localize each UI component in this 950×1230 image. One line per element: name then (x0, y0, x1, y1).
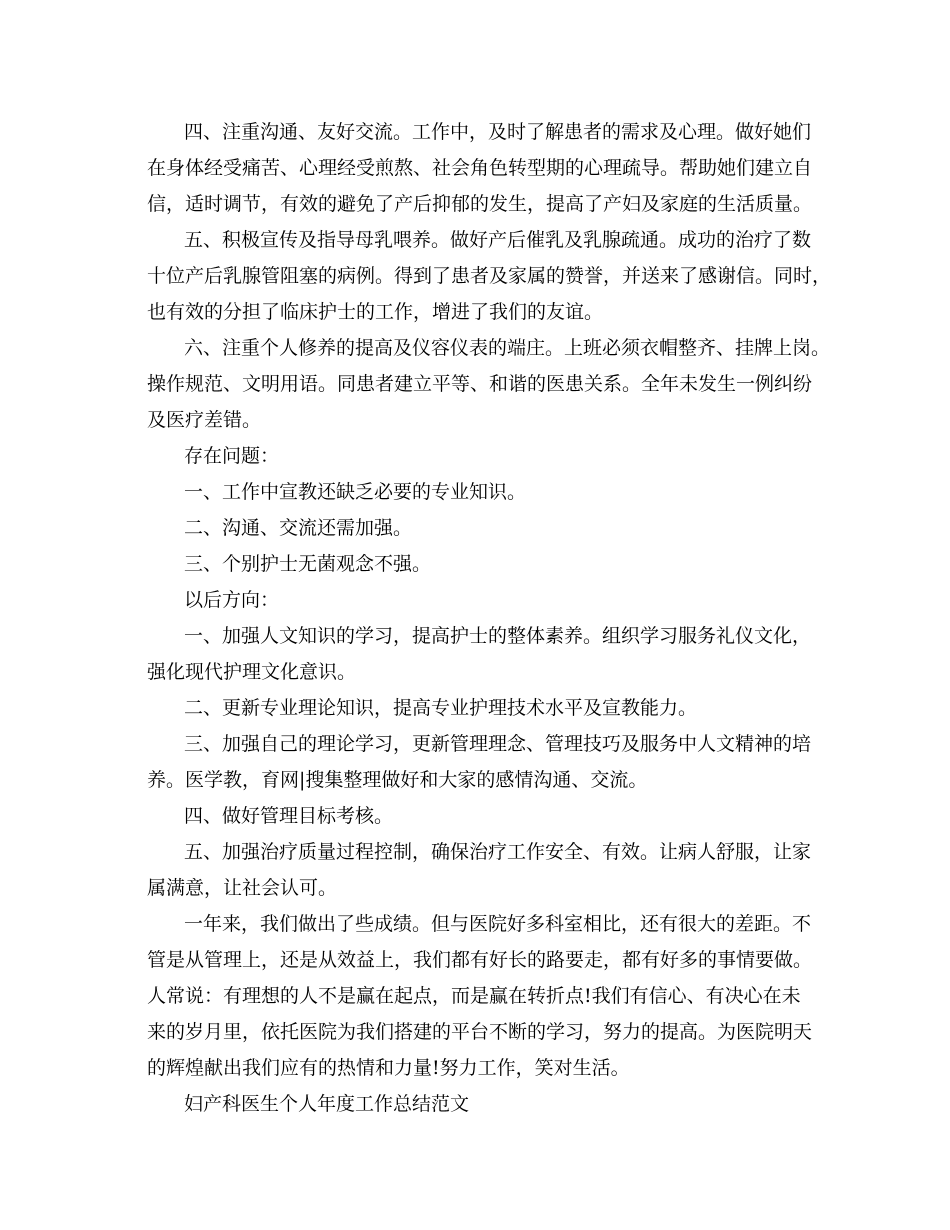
paragraph-line: 的辉煌献出我们应有的热情和力量!努力工作，笑对生活。 (147, 1057, 630, 1079)
paragraph-line: 五、积极宣传及指导母乳喂养。做好产后催乳及乳腺疏通。成功的治疗了数 (184, 229, 812, 251)
paragraph-line: 信，适时调节，有效的避免了产后抑郁的发生，提高了产妇及家庭的生活质量。 (147, 193, 813, 215)
paragraph-line: 十位产后乳腺管阻塞的病例。得到了患者及家属的赞誉，并送来了感谢信。同时， (147, 265, 832, 287)
section-heading: 以后方向： (184, 589, 280, 611)
list-item: 一、加强人文知识的学习，提高护士的整体素养。组织学习服务礼仪文化， (184, 625, 812, 647)
next-section-title: 妇产科医生个人年度工作总结范文 (184, 1093, 470, 1115)
paragraph-line: 一年来，我们做出了些成绩。但与医院好多科室相比，还有很大的差距。不 (184, 913, 812, 935)
paragraph-line: 来的岁月里，依托医院为我们搭建的平台不断的学习，努力的提高。为医院明天 (147, 1021, 813, 1043)
list-item: 四、做好管理目标考核。 (184, 805, 394, 827)
paragraph-line: 四、注重沟通、友好交流。工作中，及时了解患者的需求及心理。做好她们 (184, 121, 812, 143)
paragraph-line: 在身体经受痛苦、心理经受煎熬、社会角色转型期的心理疏导。帮助她们建立自 (147, 157, 813, 179)
list-item: 五、加强治疗质量过程控制，确保治疗工作安全、有效。让病人舒服，让家 (184, 841, 812, 863)
paragraph-line: 六、注重个人修养的提高及仪容仪表的端庄。上班必须衣帽整齐、挂牌上岗。 (184, 337, 831, 359)
paragraph-line: 人常说：有理想的人不是赢在起点，而是赢在转折点!我们有信心、有决心在未 (147, 985, 801, 1007)
list-item: 三、加强自己的理论学习，更新管理理念、管理技巧及服务中人文精神的培 (184, 733, 812, 755)
paragraph-line: 操作规范、文明用语。同患者建立平等、和谐的医患关系。全年未发生一例纠纷 (147, 373, 813, 395)
list-item-continuation: 属满意，让社会认可。 (147, 877, 338, 899)
list-item: 二、更新专业理论知识，提高专业护理技术水平及宣教能力。 (184, 697, 698, 719)
list-item-continuation: 养。医学教，育网|搜集整理做好和大家的感情沟通、交流。 (147, 769, 648, 791)
paragraph-line: 及医疗差错。 (147, 409, 262, 431)
paragraph-line: 管是从管理上，还是从效益上，我们都有好长的路要走，都有好多的事情要做。 (147, 949, 813, 971)
list-item: 二、沟通、交流还需加强。 (184, 517, 413, 539)
list-item: 三、个别护士无菌观念不强。 (184, 553, 432, 575)
section-heading: 存在问题： (184, 445, 280, 467)
list-item: 一、工作中宣教还缺乏必要的专业知识。 (184, 481, 527, 503)
paragraph-line: 也有效的分担了临床护士的工作，增进了我们的友谊。 (147, 301, 604, 323)
list-item-continuation: 强化现代护理文化意识。 (147, 661, 357, 683)
